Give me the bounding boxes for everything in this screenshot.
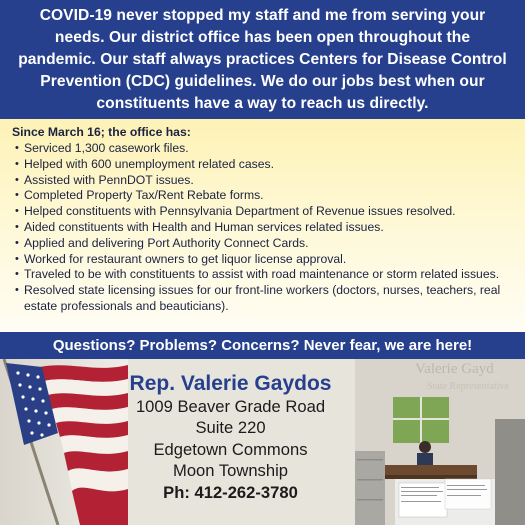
services-panel — [0, 119, 525, 332]
list-item: • Applied and delivering Port Authority Connect Cards. — [15, 235, 309, 250]
list-item: • Traveled to be with constituents to assist with road maintenance or storm related issues. — [15, 267, 500, 282]
list-item: • Worked for restaurant owners to get liquor license approval. — [15, 251, 347, 266]
phone-number: Ph: 412-262-3780 — [163, 482, 298, 502]
contact-card — [108, 369, 353, 519]
services-list — [12, 141, 513, 315]
representative-name: Rep. Valerie Gaydos — [129, 372, 332, 395]
list-item: • Resolved state licensing issues for our front-line workers (doctors, nurses, teachers, real estate professionals and beauticians). — [15, 283, 501, 313]
address-street: 1009 Beaver Grade Road — [135, 397, 326, 416]
services-heading: Since March 16; the office has: — [12, 125, 191, 139]
svg-text:Valerie Gayd: Valerie Gayd — [415, 361, 494, 377]
contact-section — [0, 359, 525, 525]
list-item: • Helped constituents with Pennsylvania Department of Revenue issues resolved. — [15, 204, 456, 219]
list-item: • Completed Property Tax/Rent Rebate forms. — [15, 188, 264, 203]
list-item: • Serviced 1,300 casework files. — [15, 141, 189, 155]
list-item: • Assisted with PennDOT issues. — [15, 172, 194, 187]
address-building: Edgetown Commons — [153, 439, 308, 459]
address-suite: Suite 220 — [195, 418, 266, 438]
svg-text:State Representative: State Representative — [427, 381, 509, 392]
covid-message-text: COVID-19 never stopped my staff and me from serving your needs. Our district office has been open throughout the pandemic. Our staff always practices Centers for Disease Control Prevention (CDC) guidelines. We do our jobs best when our constituents have a way to reach us directly. — [18, 6, 507, 112]
questions-banner — [0, 332, 525, 359]
list-item: • Aided constituents with Health and Human services related issues. — [15, 219, 384, 234]
address-township: Moon Township — [173, 461, 288, 481]
list-item: • Helped with 600 unemployment related cases. — [15, 156, 274, 171]
district-office-photo — [355, 359, 525, 525]
questions-text: Questions? Problems? Concerns? Never fear, we are here! — [52, 337, 473, 354]
covid-message-banner — [0, 0, 525, 119]
office-photo-icon — [355, 359, 525, 525]
